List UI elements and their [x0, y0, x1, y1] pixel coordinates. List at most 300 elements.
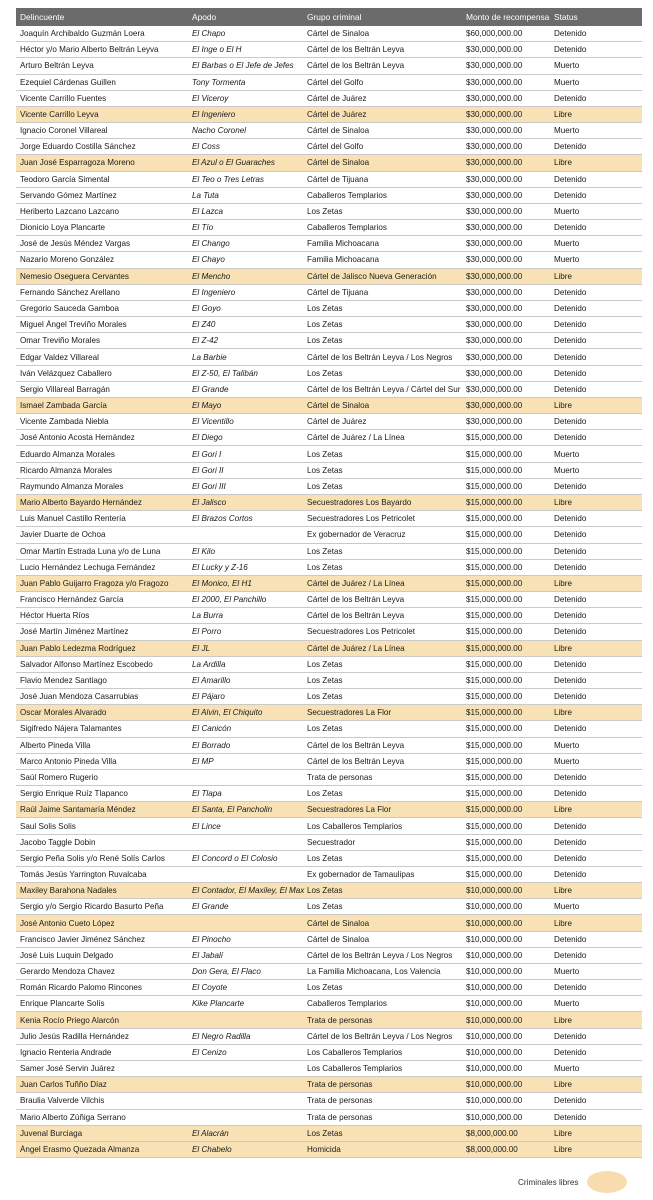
table-row	[16, 576, 642, 592]
cell-status: Libre	[554, 1080, 572, 1090]
cell-apodo: El Ingeniero	[192, 109, 236, 119]
cell-monto: $15,000,000.00	[466, 449, 523, 459]
table-row	[16, 641, 642, 657]
cell-apodo: El 2000, El Panchillo	[192, 595, 267, 605]
cell-delincuente: Nemesio Oseguera Cervantes	[20, 271, 129, 281]
cell-apodo: El Brazos Cortos	[192, 514, 253, 524]
cell-status: Muerto	[554, 126, 580, 136]
cell-status: Detenido	[554, 223, 587, 233]
cell-grupo-criminal: Los Zetas	[307, 304, 343, 313]
cell-monto: $15,000,000.00	[466, 562, 523, 572]
cell-delincuente: Sigifredo Nájera Talamantes	[20, 724, 122, 734]
table-row	[16, 818, 642, 834]
cell-status: Libre	[554, 708, 572, 718]
cell-monto: $15,000,000.00	[466, 595, 523, 605]
cell-grupo-criminal: Familia Michoacana	[307, 255, 379, 265]
table-row	[16, 786, 642, 802]
table-row	[16, 754, 642, 770]
header-grupo-criminal: Grupo criminal	[307, 12, 362, 22]
cell-monto: $30,000,000.00	[466, 368, 523, 378]
cell-delincuente: Maxiley Barahona Nadales	[20, 886, 117, 896]
table-row	[16, 172, 642, 188]
cell-monto: $10,000,000.00	[466, 918, 523, 928]
cell-apodo: El Mencho	[192, 271, 231, 281]
cell-apodo: El Gori I	[192, 449, 222, 459]
table-row	[16, 802, 642, 818]
cell-monto: $15,000,000.00	[466, 643, 523, 653]
cell-apodo: El Inge o El H	[192, 45, 242, 55]
cell-delincuente: Raymundo Almanza Morales	[20, 481, 124, 491]
cell-grupo-criminal: Los Zetas	[307, 562, 343, 572]
cell-status: Detenido	[554, 821, 587, 831]
cell-monto: $15,000,000.00	[466, 853, 523, 863]
cell-grupo-criminal: Cártel de Jalisco Nueva Generación	[307, 271, 437, 281]
cell-grupo-criminal: Los Zetas	[307, 481, 343, 491]
table-row	[16, 851, 642, 867]
cell-grupo-criminal: Cártel de los Beltrán Leyva / Los Negros	[307, 950, 453, 960]
cell-status: Muerto	[554, 449, 580, 459]
cell-delincuente: Sergio y/o Sergio Ricardo Basurto Peña	[20, 902, 164, 912]
cell-monto: $10,000,000.00	[466, 1031, 523, 1041]
cell-monto: $30,000,000.00	[466, 77, 523, 87]
table-row	[16, 414, 642, 430]
cell-grupo-criminal: Cártel de Sinaloa	[307, 158, 370, 168]
cell-grupo-criminal: Cártel de los Beltrán Leyva	[307, 611, 405, 621]
cell-status: Detenido	[554, 692, 587, 702]
cell-monto: $10,000,000.00	[466, 934, 523, 944]
cell-delincuente: Flavio Mendez Santiago	[20, 675, 107, 685]
cell-status: Muerto	[554, 465, 580, 475]
table-row	[16, 544, 642, 560]
cell-grupo-criminal: La Familia Michoacana, Los Valencia	[307, 967, 441, 977]
cell-monto: $10,000,000.00	[466, 1047, 523, 1057]
cell-delincuente: Miguel Ángel Treviño Morales	[20, 320, 127, 330]
cell-monto: $15,000,000.00	[466, 870, 523, 880]
cell-grupo-criminal: Los Zetas	[307, 449, 343, 459]
cell-status: Libre	[554, 498, 572, 508]
cell-delincuente: Ezequiel Cárdenas Guillen	[20, 77, 116, 87]
cell-status: Detenido	[554, 433, 587, 443]
cell-delincuente: José Juan Mendoza Casarrubias	[20, 692, 139, 702]
cell-status: Libre	[554, 271, 572, 281]
cell-grupo-criminal: Los Zetas	[307, 902, 343, 912]
table-row	[16, 964, 642, 980]
cell-apodo: El Pinocho	[192, 934, 231, 944]
cell-status: Detenido	[554, 983, 587, 993]
cell-apodo: El Grande	[192, 384, 229, 394]
cell-apodo: Kike Plancarte	[192, 999, 245, 1009]
cell-apodo: El Borrado	[192, 740, 231, 750]
cell-grupo-criminal: Los Zetas	[307, 983, 343, 993]
cell-apodo: El Chayo	[192, 255, 225, 265]
cell-grupo-criminal: Cártel de los Beltrán Leyva	[307, 740, 405, 750]
cell-grupo-criminal: Los Zetas	[307, 692, 343, 702]
cell-status: Detenido	[554, 950, 587, 960]
cell-delincuente: Juan José Esparragoza Moreno	[20, 158, 135, 168]
cell-status: Libre	[554, 1015, 572, 1025]
cell-monto: $15,000,000.00	[466, 481, 523, 491]
cell-monto: $30,000,000.00	[466, 352, 523, 362]
cell-status: Detenido	[554, 336, 587, 346]
cell-monto: $30,000,000.00	[466, 190, 523, 200]
cell-grupo-criminal: Los Zetas	[307, 206, 343, 216]
cell-apodo: El Alacrán	[192, 1128, 229, 1138]
cell-grupo-criminal: Los Zetas	[307, 336, 343, 346]
cell-status: Detenido	[554, 29, 587, 39]
cell-status: Muerto	[554, 902, 580, 912]
cell-apodo: El Tlapa	[192, 789, 222, 799]
cell-monto: $15,000,000.00	[466, 821, 523, 831]
cell-status: Libre	[554, 805, 572, 815]
cell-monto: $10,000,000.00	[466, 1064, 523, 1074]
table-row	[16, 42, 642, 58]
cell-delincuente: Ricardo Almanza Morales	[20, 465, 113, 475]
cell-apodo: El Jalisco	[192, 498, 227, 508]
cell-status: Libre	[554, 1128, 572, 1138]
cell-grupo-criminal: Trata de personas	[307, 1112, 373, 1122]
cell-status: Detenido	[554, 675, 587, 685]
cell-status: Detenido	[554, 384, 587, 394]
cell-apodo: El Canicón	[192, 724, 232, 734]
cell-delincuente: Héctor y/o Mario Alberto Beltrán Leyva	[20, 45, 159, 55]
table-row	[16, 738, 642, 754]
cell-delincuente: Teodoro García Simental	[20, 174, 110, 184]
table-body	[16, 26, 642, 1158]
cell-status: Muerto	[554, 967, 580, 977]
cell-apodo: El Z-50, El Talibán	[192, 368, 258, 378]
table-row	[16, 560, 642, 576]
cell-apodo: El Teo o Tres Letras	[192, 174, 264, 184]
cell-grupo-criminal: Secuestrador	[307, 837, 356, 847]
table-row	[16, 1077, 642, 1093]
cell-status: Detenido	[554, 595, 587, 605]
cell-apodo: Don Gera, El Flaco	[192, 967, 261, 977]
cell-monto: $30,000,000.00	[466, 304, 523, 313]
cell-monto: $30,000,000.00	[466, 45, 523, 55]
cell-apodo: El Chango	[192, 239, 230, 249]
cell-delincuente: Sergio Enrique Ruíz Tlapanco	[20, 789, 128, 799]
cell-status: Detenido	[554, 853, 587, 863]
cell-monto: $15,000,000.00	[466, 627, 523, 637]
cell-grupo-criminal: Cártel de Juárez	[307, 109, 367, 119]
table-row	[16, 236, 642, 252]
cell-delincuente: Jorge Eduardo Costilla Sánchez	[20, 142, 136, 152]
cell-status: Muerto	[554, 61, 580, 71]
cell-grupo-criminal: Los Zetas	[307, 546, 343, 556]
table-row	[16, 835, 642, 851]
cell-delincuente: Omar Martín Estrada Luna y/o de Luna	[20, 546, 161, 556]
cell-grupo-criminal: Cártel del Golfo	[307, 142, 364, 152]
table-row	[16, 220, 642, 236]
table-row	[16, 430, 642, 446]
cell-grupo-criminal: Caballeros Templarios	[307, 190, 387, 200]
cell-grupo-criminal: Cártel de Sinaloa	[307, 29, 370, 39]
cell-status: Detenido	[554, 1096, 587, 1106]
cell-status: Muerto	[554, 77, 580, 87]
cell-monto: $30,000,000.00	[466, 384, 523, 394]
cell-delincuente: Francisco Hernández García	[20, 595, 124, 605]
cell-status: Libre	[554, 1144, 572, 1154]
table-row	[16, 624, 642, 640]
cell-status: Muerto	[554, 1064, 580, 1074]
table-row	[16, 657, 642, 673]
cell-status: Detenido	[554, 514, 587, 524]
cell-delincuente: Luis Manuel Castillo Rentería	[20, 514, 126, 524]
cell-apodo: El Barbas o El Jefe de Jefes	[192, 61, 294, 71]
cell-grupo-criminal: Cártel de Sinaloa	[307, 401, 370, 411]
cell-status: Muerto	[554, 999, 580, 1009]
cell-status: Detenido	[554, 190, 587, 200]
cell-apodo: La Ardilla	[192, 659, 226, 669]
cell-grupo-criminal: Cártel de los Beltrán Leyva	[307, 45, 405, 55]
cell-delincuente: Francisco Javier Jiménez Sánchez	[20, 934, 146, 944]
table-row	[16, 463, 642, 479]
cell-status: Libre	[554, 643, 572, 653]
cell-delincuente: Salvador Alfonso Martínez Escobedo	[20, 659, 153, 669]
cell-grupo-criminal: Ex gobernador de Tamaulipas	[307, 870, 415, 880]
cell-monto: $30,000,000.00	[466, 255, 523, 265]
table-row	[16, 1045, 642, 1061]
cell-delincuente: Sergio Peña Solis y/o René Solís Carlos	[20, 853, 165, 863]
cell-monto: $30,000,000.00	[466, 401, 523, 411]
cell-apodo: El Porro	[192, 627, 222, 637]
cell-apodo: La Tuta	[192, 190, 219, 200]
cell-delincuente: Vicente Zambada Niebla	[20, 417, 109, 427]
table-row	[16, 366, 642, 382]
cell-monto: $30,000,000.00	[466, 142, 523, 152]
legend-label: Criminales libres	[518, 1177, 579, 1187]
cell-delincuente: Ignacio Renteria Andrade	[20, 1047, 112, 1057]
cell-status: Detenido	[554, 320, 587, 330]
cell-status: Detenido	[554, 368, 587, 378]
cell-monto: $15,000,000.00	[466, 675, 523, 685]
cell-status: Muerto	[554, 740, 580, 750]
cell-grupo-criminal: Cártel de Sinaloa	[307, 918, 370, 928]
cell-delincuente: Gerardo Mendoza Chavez	[20, 967, 115, 977]
cell-grupo-criminal: Cártel de Sinaloa	[307, 126, 370, 136]
cell-monto: $10,000,000.00	[466, 1112, 523, 1122]
cell-monto: $8,000,000.00	[466, 1128, 518, 1138]
cell-apodo: El Contador, El Maxiley, El Max	[192, 886, 305, 896]
table-row	[16, 883, 642, 899]
cell-monto: $15,000,000.00	[466, 578, 523, 588]
cell-monto: $30,000,000.00	[466, 174, 523, 184]
cell-monto: $10,000,000.00	[466, 950, 523, 960]
cell-delincuente: Braulia Valverde Vilchis	[20, 1096, 105, 1106]
cell-monto: $15,000,000.00	[466, 498, 523, 508]
cell-delincuente: Gregorio Sauceda Gamboa	[20, 304, 119, 313]
cell-delincuente: Julio Jesús Radilla Hernández	[20, 1031, 129, 1041]
cell-monto: $15,000,000.00	[466, 805, 523, 815]
cell-status: Detenido	[554, 659, 587, 669]
cell-grupo-criminal: Cártel de Sinaloa	[307, 934, 370, 944]
header-status: Status	[554, 12, 578, 22]
cell-monto: $15,000,000.00	[466, 465, 523, 475]
cell-status: Detenido	[554, 142, 587, 152]
cell-delincuente: Tomás Jesús Yarrington Ruvalcaba	[20, 870, 147, 880]
cell-monto: $30,000,000.00	[466, 126, 523, 136]
cell-grupo-criminal: Cártel de los Beltrán Leyva / Los Negros	[307, 352, 453, 362]
cell-grupo-criminal: Los Caballeros Templarios	[307, 1064, 403, 1074]
table-row	[16, 269, 642, 285]
cell-grupo-criminal: Caballeros Templarios	[307, 999, 387, 1009]
table-row	[16, 673, 642, 689]
table-row	[16, 915, 642, 931]
cell-delincuente: Heriberto Lazcano Lazcano	[20, 206, 119, 216]
cell-delincuente: Jacobo Taggle Dobin	[20, 837, 96, 847]
table-row	[16, 188, 642, 204]
cell-apodo: El Alvin, El Chiquito	[192, 708, 263, 718]
cell-monto: $15,000,000.00	[466, 530, 523, 540]
cell-status: Muerto	[554, 206, 580, 216]
cell-delincuente: Vicente Carrillo Leyva	[20, 109, 99, 119]
cell-delincuente: Fernando Sánchez Arellano	[20, 287, 120, 297]
cell-monto: $15,000,000.00	[466, 789, 523, 799]
cell-delincuente: Juan Pablo Guijarro Fragoza y/o Fragozo	[20, 578, 169, 588]
cell-monto: $10,000,000.00	[466, 1080, 523, 1090]
cell-apodo: El Concord o El Colosio	[192, 853, 278, 863]
cell-delincuente: Saul Solis Solis	[20, 821, 76, 831]
table-row	[16, 155, 642, 171]
cell-grupo-criminal: Cártel de Juárez	[307, 417, 367, 427]
cell-delincuente: Oscar Morales Alvarado	[20, 708, 107, 718]
cell-monto: $30,000,000.00	[466, 109, 523, 119]
table-row	[16, 1110, 642, 1126]
header-monto: Monto de recompensa	[466, 12, 550, 22]
cell-apodo: El Kilo	[192, 546, 215, 556]
cell-delincuente: Iván Velázquez Caballero	[20, 368, 112, 378]
cell-apodo: El Tío	[192, 223, 214, 233]
cell-grupo-criminal: Homicida	[307, 1144, 341, 1154]
cell-monto: $30,000,000.00	[466, 271, 523, 281]
cell-apodo: El Viceroy	[192, 93, 229, 103]
cell-delincuente: Arturo Beltrán Leyva	[20, 61, 94, 71]
cell-delincuente: Marco Antonio Pineda Villa	[20, 756, 117, 766]
cell-monto: $30,000,000.00	[466, 417, 523, 427]
cell-delincuente: Edgar Valdez Villareal	[20, 352, 99, 362]
cell-delincuente: Samer José Servin Juárez	[20, 1064, 115, 1074]
table-row	[16, 107, 642, 123]
cell-monto: $10,000,000.00	[466, 999, 523, 1009]
table-row	[16, 1061, 642, 1077]
cell-grupo-criminal: Los Caballeros Templarios	[307, 821, 403, 831]
cell-status: Detenido	[554, 1112, 587, 1122]
cell-status: Detenido	[554, 611, 587, 621]
cell-apodo: El Azul o El Guaraches	[192, 158, 275, 168]
cell-apodo: El Chapo	[192, 29, 226, 39]
cell-delincuente: Lucio Hernández Lechuga Fernández	[20, 562, 156, 572]
header-apodo: Apodo	[192, 12, 217, 22]
cell-grupo-criminal: Cártel de Juárez	[307, 93, 367, 103]
cell-status: Detenido	[554, 724, 587, 734]
table-row	[16, 349, 642, 365]
cell-status: Detenido	[554, 837, 587, 847]
cell-status: Detenido	[554, 789, 587, 799]
cell-status: Libre	[554, 578, 572, 588]
cell-monto: $15,000,000.00	[466, 546, 523, 556]
table-row	[16, 705, 642, 721]
cell-status: Detenido	[554, 627, 587, 637]
table-row	[16, 252, 642, 268]
cell-delincuente: Juvenal Burciaga	[20, 1128, 83, 1138]
table-row	[16, 26, 642, 42]
cell-monto: $30,000,000.00	[466, 158, 523, 168]
cell-grupo-criminal: Cártel de los Beltrán Leyva / Los Negros	[307, 1031, 453, 1041]
cell-monto: $30,000,000.00	[466, 61, 523, 71]
cell-monto: $15,000,000.00	[466, 708, 523, 718]
cell-grupo-criminal: Cártel de los Beltrán Leyva	[307, 756, 405, 766]
cell-apodo: El MP	[192, 756, 214, 766]
cell-delincuente: Román Ricardo Palomo Rincones	[20, 983, 142, 993]
cell-grupo-criminal: Los Caballeros Templarios	[307, 1047, 403, 1057]
cell-delincuente: Enrique Plancarte Solís	[20, 999, 105, 1009]
table-row	[16, 382, 642, 398]
header-delincuente: Delincuente	[20, 12, 65, 22]
cell-status: Libre	[554, 109, 572, 119]
table-row	[16, 899, 642, 915]
cell-apodo: El Goyo	[192, 304, 221, 313]
cell-status: Detenido	[554, 546, 587, 556]
cell-status: Detenido	[554, 93, 587, 103]
cell-grupo-criminal: Cártel de Tijuana	[307, 287, 369, 297]
cell-monto: $15,000,000.00	[466, 837, 523, 847]
cell-delincuente: Ignacio Coronel Villareal	[20, 126, 108, 136]
cell-delincuente: Ángel Erasmo Quezada Almanza	[20, 1144, 140, 1154]
cell-apodo: El Coss	[192, 142, 220, 152]
cell-grupo-criminal: Secuestradores La Flor	[307, 708, 392, 718]
cell-apodo: El Z-42	[192, 336, 219, 346]
table-row	[16, 1093, 642, 1109]
cell-status: Detenido	[554, 1031, 587, 1041]
cell-grupo-criminal: Ex gobernador de Veracruz	[307, 530, 406, 540]
cell-delincuente: José Luis Luquin Delgado	[20, 950, 114, 960]
cell-delincuente: Omar Treviño Morales	[20, 336, 101, 346]
cell-delincuente: Alberto Pineda Villa	[20, 740, 91, 750]
cell-apodo: El Gori II	[192, 465, 224, 475]
cell-apodo: El Vicentillo	[192, 417, 234, 427]
table-row	[16, 996, 642, 1012]
cell-monto: $15,000,000.00	[466, 692, 523, 702]
cell-grupo-criminal: Cártel de Juárez / La Línea	[307, 433, 405, 443]
cell-status: Detenido	[554, 174, 587, 184]
cell-delincuente: Mario Alberto Bayardo Hernández	[20, 498, 142, 508]
cell-apodo: El Chabelo	[192, 1144, 232, 1154]
cell-delincuente: Joaquín Archibaldo Guzmán Loera	[20, 29, 145, 39]
table-row	[16, 398, 642, 414]
cell-monto: $10,000,000.00	[466, 886, 523, 896]
cell-monto: $10,000,000.00	[466, 1015, 523, 1025]
cell-apodo: Tony Tormenta	[192, 77, 246, 87]
cell-status: Detenido	[554, 352, 587, 362]
cell-grupo-criminal: Los Zetas	[307, 675, 343, 685]
cell-monto: $30,000,000.00	[466, 223, 523, 233]
cell-apodo: La Barbie	[192, 352, 227, 362]
cell-grupo-criminal: Cártel de los Beltrán Leyva	[307, 61, 405, 71]
cell-grupo-criminal: Secuestradores Los Petricolet	[307, 514, 415, 524]
cell-status: Detenido	[554, 1047, 587, 1057]
cell-monto: $15,000,000.00	[466, 611, 523, 621]
cell-delincuente: Nazario Moreno González	[20, 255, 115, 265]
table-row	[16, 527, 642, 543]
table-row	[16, 1142, 642, 1158]
table-row	[16, 980, 642, 996]
cell-apodo: El Mayo	[192, 401, 222, 411]
table-row	[16, 770, 642, 786]
table-row	[16, 689, 642, 705]
cell-grupo-criminal: Secuestradores Los Petricolet	[307, 627, 415, 637]
cell-monto: $15,000,000.00	[466, 433, 523, 443]
cell-apodo: El Gori III	[192, 481, 226, 491]
